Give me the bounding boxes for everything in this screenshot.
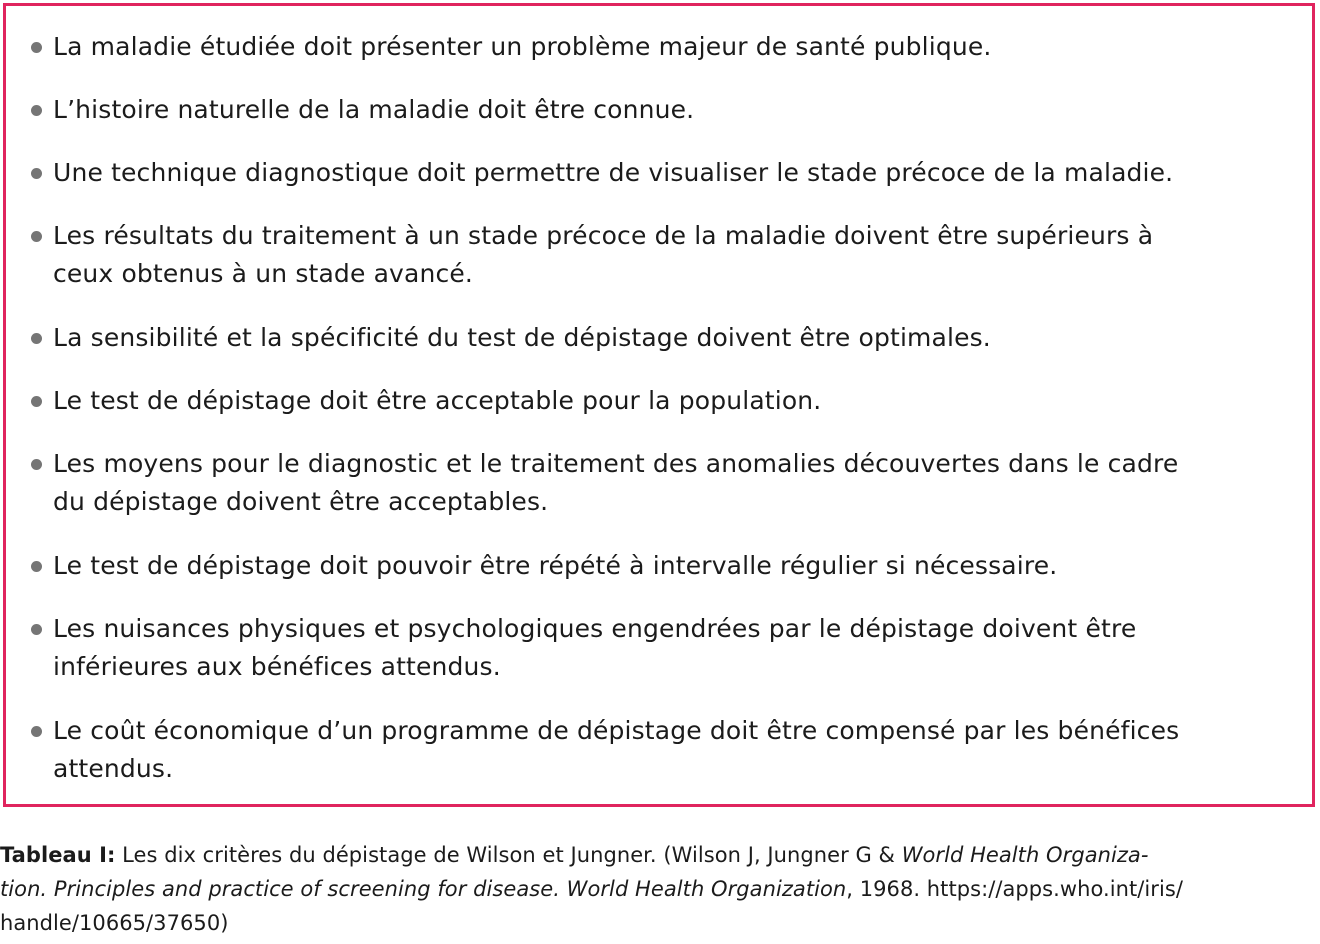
criterion-text bbox=[53, 217, 1301, 293]
criterion-line: La maladie étudiée doit présenter un problème majeur de santé publique. bbox=[53, 32, 992, 61]
criterion-line: ceux obtenus à un stade avancé. bbox=[53, 259, 473, 288]
bullet-icon bbox=[31, 459, 42, 470]
criterion-line: Le test de dépistage doit pouvoir être répété à intervalle régulier si nécessaire. bbox=[53, 551, 1058, 580]
bullet-icon bbox=[31, 231, 42, 242]
caption-text: , 1968. https://apps.who.int/iris/ bbox=[846, 877, 1183, 901]
bullet-icon bbox=[31, 624, 42, 635]
criterion-text bbox=[53, 154, 1301, 192]
bullet-icon bbox=[31, 42, 42, 53]
caption-text: handle/10665/37650) bbox=[0, 911, 229, 935]
criterion-line: Les résultats du traitement à un stade précoce de la maladie doivent être supérieurs à bbox=[53, 221, 1154, 250]
criterion-line: Le test de dépistage doit être acceptable pour la population. bbox=[53, 386, 822, 415]
criterion-line: Une technique diagnostique doit permettre de visualiser le stade précoce de la maladie. bbox=[53, 158, 1174, 187]
caption-line-3 bbox=[0, 906, 1318, 940]
caption-line-1 bbox=[0, 838, 1318, 872]
bullet-icon bbox=[31, 105, 42, 116]
criterion-text bbox=[53, 91, 1301, 129]
bullet-icon bbox=[31, 168, 42, 179]
bullet-icon bbox=[31, 726, 42, 737]
criteria-table-frame bbox=[3, 3, 1315, 807]
caption-italic-text: World Health Organiza- bbox=[901, 843, 1149, 867]
criterion-text bbox=[53, 610, 1301, 686]
criterion-line: attendus. bbox=[53, 754, 174, 783]
bullet-icon bbox=[31, 333, 42, 344]
criterion-text bbox=[53, 319, 1301, 357]
criterion-line: du dépistage doivent être acceptables. bbox=[53, 487, 549, 516]
caption-line-2 bbox=[0, 872, 1318, 906]
criterion-line: Les nuisances physiques et psychologiques engendrées par le dépistage doivent être bbox=[53, 614, 1137, 643]
criterion-line: Le coût économique d’un programme de dépistage doit être compensé par les bénéfices bbox=[53, 716, 1180, 745]
caption-label: Tableau I: bbox=[0, 843, 116, 867]
criterion-line: L’histoire naturelle de la maladie doit être connue. bbox=[53, 95, 695, 124]
criterion-text bbox=[53, 445, 1301, 521]
criterion-line: La sensibilité et la spécificité du test de dépistage doivent être optimales. bbox=[53, 323, 991, 352]
criterion-text bbox=[53, 712, 1301, 788]
criterion-text bbox=[53, 382, 1301, 420]
criterion-line: Les moyens pour le diagnostic et le traitement des anomalies découvertes dans le cadre bbox=[53, 449, 1179, 478]
bullet-icon bbox=[31, 396, 42, 407]
caption-italic-text: tion. Principles and practice of screening for disease. World Health Organization bbox=[0, 877, 847, 901]
bullet-icon bbox=[31, 561, 42, 572]
table-caption bbox=[0, 838, 1318, 940]
criterion-line: inférieures aux bénéfices attendus. bbox=[53, 652, 501, 681]
caption-text: Les dix critères du dépistage de Wilson et Jungner. (Wilson J, Jungner G & bbox=[115, 843, 902, 867]
criterion-text bbox=[53, 28, 1301, 66]
criterion-text bbox=[53, 547, 1301, 585]
